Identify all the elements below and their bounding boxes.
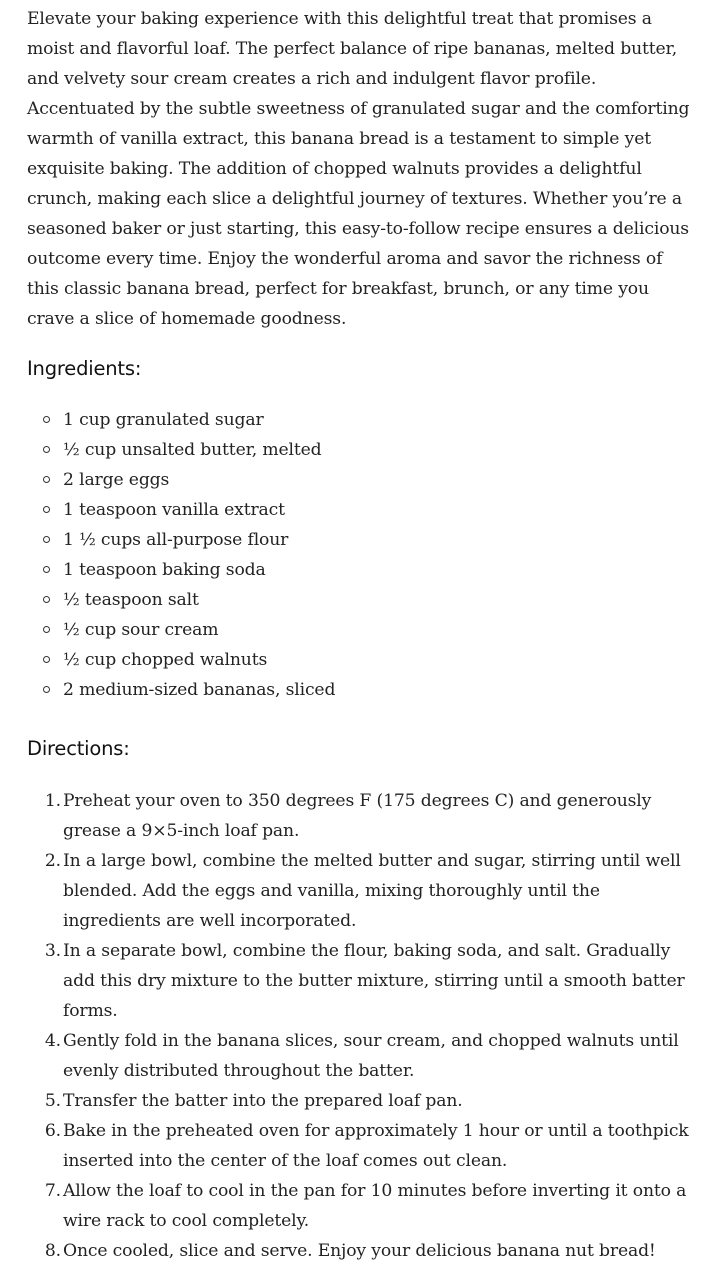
ingredient-text: 2 large eggs bbox=[63, 470, 170, 490]
step-number: 2. bbox=[44, 851, 61, 871]
step-number: 7. bbox=[44, 1181, 61, 1201]
intro-paragraph: Elevate your baking experience with this delightful treat that promises a moist and flavorful loaf. The perfect balance of ripe bananas, melted butter, and velvety sour cream creates a rich and indulgent flavor profile. Accentuated by the subtle sweetness of granulated sugar and the comforting warmth of vanilla extract, this banana bread is a testament to simple yet exquisite baking. The addition of chopped walnuts provides a delightful crunch, making each slice a delightful journey of textures. Whether you’re a seasoned baker or just starting, this easy-to-follow recipe ensures a delicious outcome every time. Enjoy the wonderful aroma and savor the richness of this classic banana bread, perfect for breakfast, brunch, or any time you crave a slice of homemade goodness. bbox=[27, 9, 690, 329]
step-text: Once cooled, slice and serve. Enjoy your delicious banana nut bread! bbox=[63, 1241, 656, 1261]
step-text: Transfer the batter into the prepared loaf pan. bbox=[63, 1091, 463, 1111]
ingredient-item bbox=[27, 435, 694, 465]
step-number: 8. bbox=[44, 1241, 61, 1261]
bullet-icon bbox=[43, 536, 50, 543]
ingredient-item bbox=[27, 495, 694, 525]
ingredients-list bbox=[27, 405, 694, 705]
bullet-icon bbox=[43, 656, 50, 663]
ingredient-text: ½ cup chopped walnuts bbox=[63, 650, 268, 670]
ingredient-item bbox=[27, 405, 694, 435]
direction-step bbox=[27, 1086, 694, 1116]
directions-list bbox=[27, 786, 694, 1266]
bullet-icon bbox=[43, 626, 50, 633]
step-number: 6. bbox=[44, 1121, 61, 1141]
direction-step bbox=[27, 846, 694, 936]
step-text: In a separate bowl, combine the flour, baking soda, and salt. Gradually add this dry mixture to the butter mixture, stirring until a smooth batter forms. bbox=[63, 941, 685, 1021]
ingredient-text: ½ cup sour cream bbox=[63, 620, 219, 640]
step-text: Allow the loaf to cool in the pan for 10 minutes before inverting it onto a wire rack to cool completely. bbox=[63, 1181, 687, 1231]
bullet-icon bbox=[43, 506, 50, 513]
ingredient-item bbox=[27, 585, 694, 615]
ingredient-item bbox=[27, 525, 694, 555]
step-text: In a large bowl, combine the melted butter and sugar, stirring until well blended. Add the eggs and vanilla, mixing thoroughly until the ingredients are well incorporated. bbox=[63, 851, 681, 931]
directions-heading: Directions: bbox=[27, 737, 130, 760]
direction-step bbox=[27, 786, 694, 846]
step-text: Gently fold in the banana slices, sour cream, and chopped walnuts until evenly distributed throughout the batter. bbox=[63, 1031, 679, 1081]
ingredient-text: ½ cup unsalted butter, melted bbox=[63, 440, 322, 460]
step-number: 5. bbox=[44, 1091, 61, 1111]
ingredients-heading: Ingredients: bbox=[27, 357, 142, 380]
direction-step bbox=[27, 1176, 694, 1236]
ingredient-text: 1 teaspoon baking soda bbox=[63, 560, 266, 580]
ingredient-text: 1 ½ cups all-purpose flour bbox=[63, 530, 289, 550]
step-number: 1. bbox=[44, 791, 61, 811]
bullet-icon bbox=[43, 566, 50, 573]
bullet-icon bbox=[43, 596, 50, 603]
ingredient-item bbox=[27, 645, 694, 675]
ingredient-item bbox=[27, 465, 694, 495]
ingredient-text: 1 teaspoon vanilla extract bbox=[63, 500, 285, 520]
direction-step bbox=[27, 936, 694, 1026]
ingredient-item bbox=[27, 615, 694, 645]
bullet-icon bbox=[43, 416, 50, 423]
bullet-icon bbox=[43, 446, 50, 453]
direction-step bbox=[27, 1236, 694, 1266]
ingredient-text: 1 cup granulated sugar bbox=[63, 410, 264, 430]
ingredient-text: 2 medium-sized bananas, sliced bbox=[63, 680, 336, 700]
bullet-icon bbox=[43, 476, 50, 483]
step-text: Preheat your oven to 350 degrees F (175 degrees C) and generously grease a 9×5-inch loaf pan. bbox=[63, 791, 652, 841]
ingredient-item bbox=[27, 675, 694, 705]
step-text: Bake in the preheated oven for approximately 1 hour or until a toothpick inserted into the center of the loaf comes out clean. bbox=[63, 1121, 689, 1171]
step-number: 3. bbox=[44, 941, 61, 961]
direction-step bbox=[27, 1116, 694, 1176]
step-number: 4. bbox=[44, 1031, 61, 1051]
ingredient-text: ½ teaspoon salt bbox=[63, 590, 199, 610]
ingredient-item bbox=[27, 555, 694, 585]
direction-step bbox=[27, 1026, 694, 1086]
bullet-icon bbox=[43, 686, 50, 693]
